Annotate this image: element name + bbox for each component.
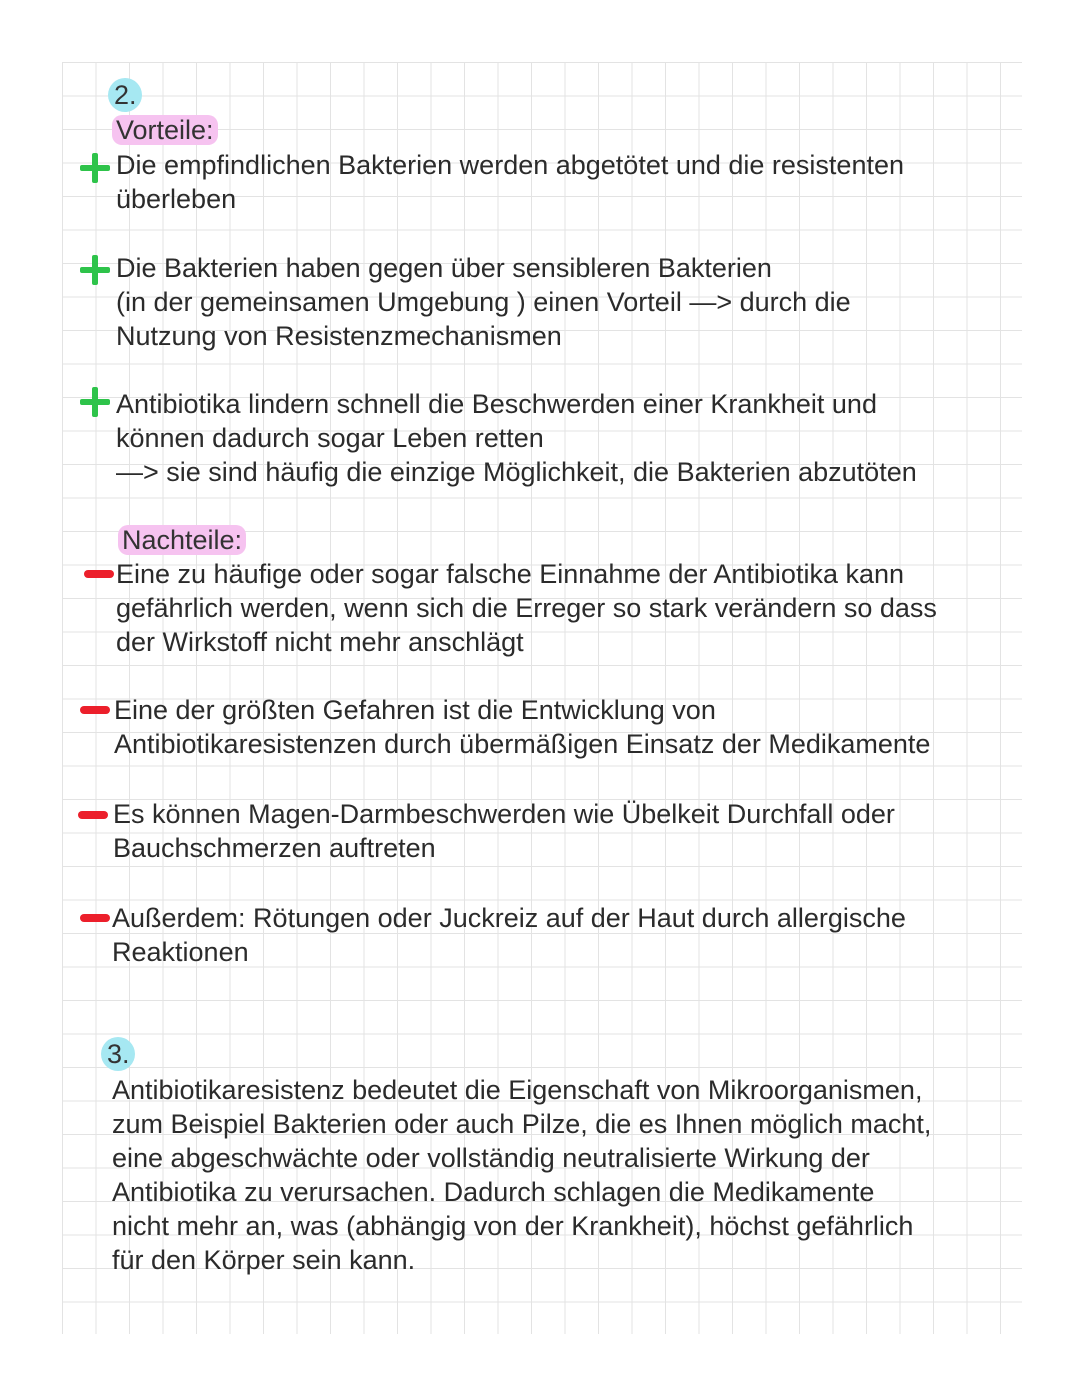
disadvantage-line: Es können Magen-Darmbeschwerden wie Übelkeit Durchfall oder (113, 799, 895, 829)
minus-icon (78, 811, 108, 819)
disadvantage-line: Eine zu häufige oder sogar falsche Einnahme der Antibiotika kann (116, 559, 905, 589)
plus-icon (80, 255, 110, 285)
advantage-line: Antibiotika lindern schnell die Beschwerden einer Krankheit und (116, 389, 877, 419)
paragraph-line: Antibiotikaresistenz bedeutet die Eigenschaft von Mikroorganismen, (112, 1075, 923, 1105)
section-3-number: 3. (101, 1037, 135, 1071)
paragraph-line: nicht mehr an, was (abhängig von der Krankheit), höchst gefährlich (112, 1211, 914, 1241)
advantage-line: können dadurch sogar Leben retten (116, 423, 544, 453)
disadvantage-item-2 (114, 693, 994, 761)
paragraph-line: zum Beispiel Bakterien oder auch Pilze, die es Ihnen möglich macht, (112, 1109, 932, 1139)
disadvantage-line: Bauchschmerzen auftreten (113, 833, 436, 863)
paragraph-line: für den Körper sein kann. (112, 1245, 416, 1275)
advantage-line: Die Bakterien haben gegen über sensibleren Bakterien (116, 253, 772, 283)
advantage-item-3 (116, 387, 996, 489)
vorteile-label: Vorteile: (112, 115, 218, 145)
paragraph-line: Antibiotika zu verursachen. Dadurch schlagen die Medikamente (112, 1177, 875, 1207)
disadvantage-item-1 (116, 557, 996, 659)
advantage-line: Die empfindlichen Bakterien werden abgetötet und die resistenten (116, 150, 904, 180)
disadvantage-line: der Wirkstoff nicht mehr anschlägt (116, 627, 524, 657)
advantage-line: —> sie sind häufig die einzige Möglichkeit, die Bakterien abzutöten (116, 457, 917, 487)
nachteile-label: Nachteile: (118, 525, 246, 555)
advantage-line: (in der gemeinsamen Umgebung ) einen Vorteil —> durch die (116, 287, 851, 317)
disadvantage-line: Antibiotikaresistenzen durch übermäßigen Einsatz der Medikamente (114, 729, 931, 759)
advantage-line: Nutzung von Resistenzmechanismen (116, 321, 562, 351)
disadvantage-line: Eine der größten Gefahren ist die Entwicklung von (114, 695, 716, 725)
advantage-line: überleben (116, 184, 237, 214)
minus-icon (80, 914, 110, 922)
section-2-number: 2. (108, 78, 142, 112)
disadvantage-item-4 (112, 901, 992, 969)
advantage-item-2 (116, 251, 996, 353)
plus-icon (80, 387, 110, 417)
disadvantage-line: Reaktionen (112, 937, 249, 967)
minus-icon (84, 570, 114, 578)
section-3-paragraph (112, 1073, 992, 1277)
advantage-item-1 (116, 148, 996, 216)
paragraph-line: eine abgeschwächte oder vollständig neutralisierte Wirkung der (112, 1143, 870, 1173)
minus-icon (80, 706, 110, 714)
plus-icon (80, 153, 110, 183)
disadvantage-line: Außerdem: Rötungen oder Juckreiz auf der Haut durch allergische (112, 903, 906, 933)
disadvantage-line: gefährlich werden, wenn sich die Erreger so stark verändern so dass (116, 593, 937, 623)
disadvantage-item-3 (113, 797, 993, 865)
